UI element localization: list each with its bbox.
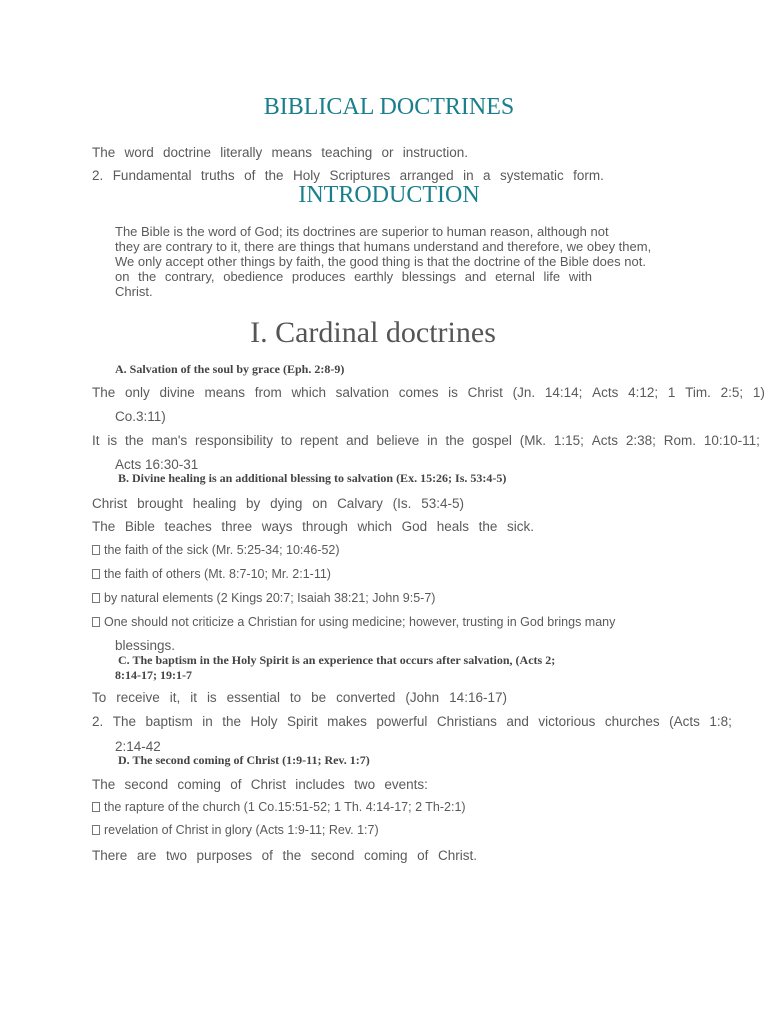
word: (Jn.: [512, 385, 536, 400]
word: a: [483, 168, 491, 183]
word: is: [448, 385, 458, 400]
word: of: [417, 848, 429, 863]
word: word: [124, 145, 154, 160]
word: teaches: [164, 519, 212, 534]
word: produces: [291, 269, 346, 284]
word: 2.: [92, 168, 104, 183]
word: It: [92, 433, 100, 448]
word: believe: [376, 433, 420, 448]
word: (Mk.: [519, 433, 547, 448]
word: Christ: [467, 385, 503, 400]
word: in: [427, 433, 438, 448]
word: Christians: [436, 714, 497, 729]
word: only: [124, 385, 150, 400]
word: Christ: [92, 496, 128, 511]
word: 1: [667, 385, 676, 400]
word: on: [115, 269, 130, 284]
word: comes: [398, 385, 439, 400]
word: responsibility: [195, 433, 274, 448]
definition-line-2: [92, 168, 604, 183]
word: the: [222, 714, 241, 729]
bullet-item: [92, 591, 435, 605]
word: the: [264, 168, 284, 183]
subheading-c-cont: 8:14-17; 19:1-7: [115, 668, 192, 682]
word: Bible: [124, 519, 155, 534]
word: Tim.: [685, 385, 711, 400]
word: Scriptures: [329, 168, 391, 183]
word: contrary,: [164, 269, 215, 284]
subheading-a: A. Salvation of the soul by grace (Eph. 2:8-9): [115, 362, 345, 376]
word: ways: [261, 519, 293, 534]
word: second: [124, 777, 169, 792]
paragraph-a2: [92, 433, 760, 448]
word: earthly: [354, 269, 394, 284]
word: receive: [116, 690, 160, 705]
word: to: [289, 690, 302, 705]
checkbox-glyph-icon: [92, 802, 100, 812]
word: three: [221, 519, 253, 534]
word: The: [112, 714, 136, 729]
word: 10:10-11;: [703, 433, 760, 448]
word: Fundamental: [112, 168, 192, 183]
paragraph-c1: [92, 690, 507, 705]
word: is: [206, 690, 217, 705]
word: the: [138, 269, 157, 284]
word: doctrine: [162, 145, 211, 160]
word: in: [463, 168, 474, 183]
bullet-item: [92, 823, 379, 837]
paragraph-b2: [92, 519, 534, 534]
word: (John: [405, 690, 440, 705]
word: victorious: [538, 714, 596, 729]
word: 2:38;: [625, 433, 656, 448]
word: through: [302, 519, 348, 534]
word: it,: [169, 690, 181, 705]
bullet-text: revelation of Christ in glory (Acts 1:9-11; Rev. 1:7): [104, 823, 379, 837]
bullet-item: [92, 800, 466, 814]
word: essential: [226, 690, 280, 705]
bullet-item: [92, 543, 340, 557]
word: purposes: [196, 848, 253, 863]
word: it: [190, 690, 197, 705]
word: The: [92, 385, 116, 400]
word: (Is.: [392, 496, 412, 511]
word: baptism: [145, 714, 193, 729]
word: man's: [151, 433, 188, 448]
paragraph-c2: [92, 714, 732, 729]
word: obedience: [223, 269, 284, 284]
word: 4:12;: [628, 385, 659, 400]
word: sick.: [506, 519, 534, 534]
word: events:: [384, 777, 428, 792]
bullet-text: the faith of the sick (Mr. 5:25-34; 10:46-52): [104, 543, 340, 557]
word: Holy: [250, 714, 278, 729]
word: 14:14;: [544, 385, 583, 400]
word: the: [282, 848, 302, 863]
bullet-text: One should not criticize a Christian for using medicine; however, trusting in God brings many: [104, 615, 616, 629]
word: salvation: [335, 385, 389, 400]
word: means: [271, 145, 312, 160]
word: instruction.: [402, 145, 468, 160]
section-heading: I. Cardinal doctrines: [250, 316, 496, 349]
word: the: [124, 433, 144, 448]
word: powerful: [376, 714, 428, 729]
word: is: [107, 433, 118, 448]
introduction-line-4: [115, 269, 592, 284]
word: teaching: [321, 145, 373, 160]
bullet-continuation: blessings.: [115, 638, 176, 653]
word: Spirit: [286, 714, 318, 729]
word: 14:16-17): [449, 690, 507, 705]
word: The: [92, 145, 116, 160]
word: Acts: [592, 385, 619, 400]
word: of: [261, 848, 273, 863]
word: 1:15;: [553, 433, 584, 448]
word: be: [311, 690, 327, 705]
word: and: [506, 714, 529, 729]
word: are: [136, 848, 157, 863]
word: two: [165, 848, 187, 863]
word: Holy: [293, 168, 321, 183]
word: The: [92, 777, 116, 792]
word: and: [346, 433, 369, 448]
word: 2:5;: [720, 385, 744, 400]
introduction-line-1: The Bible is the word of God; its doctrines are superior to human reason, although not: [115, 224, 609, 239]
word: which: [357, 519, 393, 534]
word: The: [92, 519, 116, 534]
word: Acts: [591, 433, 618, 448]
word: Christ: [250, 777, 286, 792]
introduction-line-5: Christ.: [115, 284, 153, 299]
word: heals: [436, 519, 470, 534]
word: of: [244, 168, 256, 183]
word: the: [478, 519, 498, 534]
word: God: [401, 519, 428, 534]
paragraph-d1: [92, 777, 428, 792]
checkbox-glyph-icon: [92, 545, 100, 555]
word: repent: [300, 433, 339, 448]
introduction-line-3: We only accept other things by faith, the good thing is that the doctrine of the Bible does not.: [115, 254, 646, 269]
word: the: [445, 433, 465, 448]
word: eternal: [495, 269, 535, 284]
bullet-text: the faith of others (Mt. 8:7-10; Mr. 2:1-11): [104, 567, 331, 581]
word: arranged: [399, 168, 454, 183]
word: second: [310, 848, 355, 863]
subheading-c: C. The baptism in the Holy Spirit is an experience that occurs after salvation, (Acts 2;: [118, 653, 556, 667]
word: 2.: [92, 714, 104, 729]
word: To: [92, 690, 107, 705]
word: dying: [270, 496, 303, 511]
bullet-item: [92, 567, 331, 581]
word: means: [204, 385, 245, 400]
word: two: [354, 777, 376, 792]
paragraph-c2-cont: 2:14-42: [115, 739, 161, 754]
bullet-text: by natural elements (2 Kings 20:7; Isaiah 38:21; John 9:5-7): [104, 591, 436, 605]
word: coming: [364, 848, 408, 863]
word: 53:4-5): [421, 496, 464, 511]
introduction-line-2: they are contrary to it, there are things that humans understand and therefore, we obey them,: [115, 239, 652, 254]
word: by: [246, 496, 261, 511]
checkbox-glyph-icon: [92, 825, 100, 835]
word: converted: [336, 690, 396, 705]
paragraph-a1-cont: Co.3:11): [115, 409, 166, 424]
word: Christ.: [437, 848, 477, 863]
word: divine: [159, 385, 195, 400]
word: on: [312, 496, 328, 511]
word: blessings: [401, 269, 456, 284]
word: life: [543, 269, 561, 284]
bullet-text: the rapture of the church (1 Co.15:51-52; 1 Th. 4:14-17; 2 Th-2:1): [104, 800, 466, 814]
bullet-item: [92, 615, 615, 629]
word: and: [464, 269, 487, 284]
word: gospel: [472, 433, 512, 448]
word: includes: [295, 777, 345, 792]
word: 1): [752, 385, 765, 400]
word: churches: [604, 714, 660, 729]
word: form.: [573, 168, 604, 183]
word: literally: [220, 145, 263, 160]
word: (Acts: [669, 714, 700, 729]
word: systematic: [499, 168, 564, 183]
checkbox-glyph-icon: [92, 593, 100, 603]
word: to: [280, 433, 293, 448]
checkbox-glyph-icon: [92, 617, 100, 627]
paragraph-a2-cont: Acts 16:30-31: [115, 457, 199, 472]
paragraph-d2: [92, 848, 477, 863]
word: There: [92, 848, 128, 863]
word: 1:8;: [709, 714, 732, 729]
word: makes: [327, 714, 367, 729]
word: healing: [192, 496, 237, 511]
word: coming: [177, 777, 221, 792]
subheading-b: B. Divine healing is an additional blessing to salvation (Ex. 15:26; Is. 53:4-5): [118, 471, 507, 485]
word: from: [254, 385, 282, 400]
checkbox-glyph-icon: [92, 569, 100, 579]
word: Rom.: [663, 433, 696, 448]
document-title: BIBLICAL DOCTRINES: [263, 94, 515, 120]
word: brought: [137, 496, 183, 511]
word: or: [381, 145, 394, 160]
definition-line-1: [92, 145, 468, 160]
word: which: [291, 385, 326, 400]
introduction-heading: INTRODUCTION: [298, 182, 480, 208]
subheading-d: D. The second coming of Christ (1:9-11; Rev. 1:7): [118, 753, 370, 767]
word: in: [202, 714, 213, 729]
word: Calvary: [337, 496, 383, 511]
word: of: [230, 777, 242, 792]
paragraph-b1: [92, 496, 464, 511]
word: truths: [200, 168, 235, 183]
paragraph-a1: [92, 385, 765, 400]
word: with: [568, 269, 592, 284]
